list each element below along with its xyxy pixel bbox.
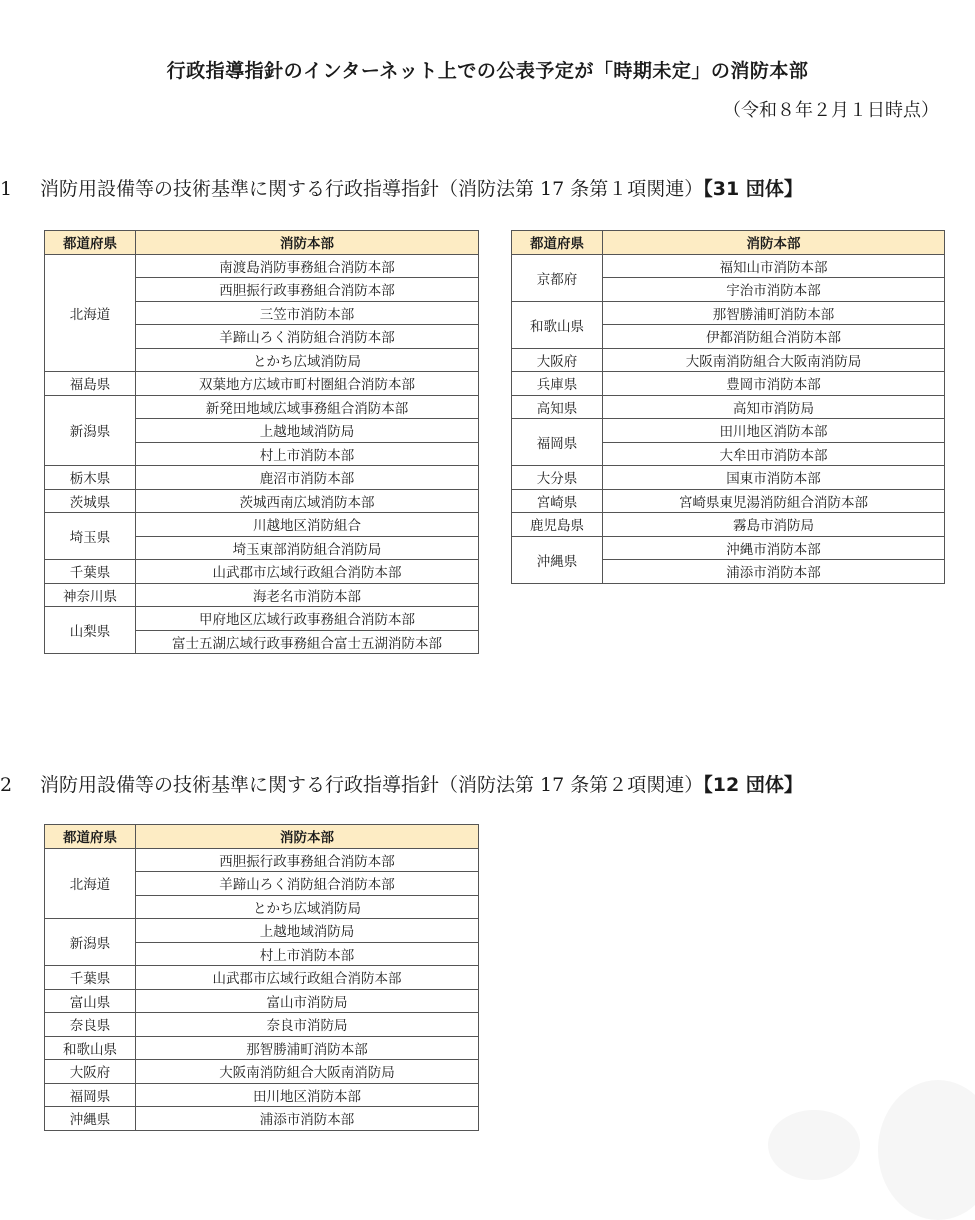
table-row bbox=[512, 419, 945, 443]
fire-hq-cell: 村上市消防本部 bbox=[136, 942, 479, 966]
table-row bbox=[45, 1036, 479, 1060]
prefecture-cell: 和歌山県 bbox=[45, 1036, 136, 1060]
prefecture-cell: 埼玉県 bbox=[45, 513, 136, 560]
prefecture-cell: 奈良県 bbox=[45, 1013, 136, 1037]
table-row bbox=[45, 989, 479, 1013]
table-row bbox=[45, 848, 479, 872]
table-row bbox=[45, 583, 479, 607]
prefecture-cell: 福岡県 bbox=[512, 419, 603, 466]
section-2-heading bbox=[0, 770, 803, 797]
fire-hq-cell: 羊蹄山ろく消防組合消防本部 bbox=[136, 872, 479, 896]
fire-hq-cell: 南渡島消防事務組合消防本部 bbox=[136, 254, 479, 278]
table-row bbox=[45, 1060, 479, 1084]
table-row bbox=[512, 489, 945, 513]
section-2-count: 【12 団体】 bbox=[703, 774, 803, 796]
fire-hq-cell: 高知市消防局 bbox=[603, 395, 945, 419]
table-row bbox=[45, 919, 479, 943]
fire-hq-cell: 霧島市消防局 bbox=[603, 513, 945, 537]
prefecture-cell: 栃木県 bbox=[45, 466, 136, 490]
fire-hq-cell: 那智勝浦町消防本部 bbox=[136, 1036, 479, 1060]
section-1-count: 【31 団体】 bbox=[703, 178, 803, 200]
prefecture-cell: 沖縄県 bbox=[45, 1107, 136, 1131]
fire-hq-cell: 海老名市消防本部 bbox=[136, 583, 479, 607]
header-prefecture: 都道府県 bbox=[512, 231, 603, 255]
prefecture-cell: 茨城県 bbox=[45, 489, 136, 513]
table-row bbox=[45, 607, 479, 631]
section-1-table-right bbox=[511, 230, 945, 584]
header-fire-hq: 消防本部 bbox=[136, 231, 479, 255]
fire-hq-cell: 宮崎県東児湯消防組合消防本部 bbox=[603, 489, 945, 513]
fire-hq-cell: 西胆振行政事務組合消防本部 bbox=[136, 278, 479, 302]
fire-hq-cell: 埼玉東部消防組合消防局 bbox=[136, 536, 479, 560]
fire-hq-cell: 村上市消防本部 bbox=[136, 442, 479, 466]
section-2-title: 消防用設備等の技術基準に関する行政指導指針（消防法第 17 条第２項関連） bbox=[40, 774, 704, 796]
table-row bbox=[512, 372, 945, 396]
header-fire-hq: 消防本部 bbox=[136, 825, 479, 849]
fire-hq-cell: 那智勝浦町消防本部 bbox=[603, 301, 945, 325]
fire-hq-cell: とかち広域消防局 bbox=[136, 348, 479, 372]
section-1-title: 消防用設備等の技術基準に関する行政指導指針（消防法第 17 条第１項関連） bbox=[40, 178, 704, 200]
fire-hq-cell: 田川地区消防本部 bbox=[603, 419, 945, 443]
table-row bbox=[512, 254, 945, 278]
fire-hq-cell: 大牟田市消防本部 bbox=[603, 442, 945, 466]
prefecture-cell: 新潟県 bbox=[45, 919, 136, 966]
fire-hq-cell: 西胆振行政事務組合消防本部 bbox=[136, 848, 479, 872]
prefecture-cell: 富山県 bbox=[45, 989, 136, 1013]
table-row bbox=[512, 348, 945, 372]
section-2-table bbox=[44, 824, 479, 1131]
table-row bbox=[512, 536, 945, 560]
prefecture-cell: 大阪府 bbox=[512, 348, 603, 372]
table-row bbox=[45, 395, 479, 419]
fire-hq-cell: 浦添市消防本部 bbox=[136, 1107, 479, 1131]
prefecture-cell: 鹿児島県 bbox=[512, 513, 603, 537]
prefecture-cell: 福島県 bbox=[45, 372, 136, 396]
section-1-table-left bbox=[44, 230, 479, 654]
fire-hq-cell: 富山市消防局 bbox=[136, 989, 479, 1013]
prefecture-cell: 宮崎県 bbox=[512, 489, 603, 513]
table-row bbox=[45, 1083, 479, 1107]
prefecture-cell: 沖縄県 bbox=[512, 536, 603, 583]
table-row bbox=[45, 466, 479, 490]
prefecture-cell: 千葉県 bbox=[45, 966, 136, 990]
fire-hq-cell: 上越地域消防局 bbox=[136, 419, 479, 443]
fire-hq-cell: 新発田地域広域事務組合消防本部 bbox=[136, 395, 479, 419]
table-row bbox=[512, 395, 945, 419]
section-2-number: 2 bbox=[0, 774, 13, 796]
fire-hq-cell: 山武郡市広域行政組合消防本部 bbox=[136, 966, 479, 990]
prefecture-cell: 和歌山県 bbox=[512, 301, 603, 348]
prefecture-cell: 神奈川県 bbox=[45, 583, 136, 607]
fire-hq-cell: 大阪南消防組合大阪南消防局 bbox=[603, 348, 945, 372]
header-fire-hq: 消防本部 bbox=[603, 231, 945, 255]
prefecture-cell: 新潟県 bbox=[45, 395, 136, 466]
table-row bbox=[45, 560, 479, 584]
section-1-number: 1 bbox=[0, 178, 13, 200]
prefecture-cell: 大分県 bbox=[512, 466, 603, 490]
document-title: 行政指導指針のインターネット上での公表予定が「時期未定」の消防本部 bbox=[166, 60, 809, 82]
table-row bbox=[45, 254, 479, 278]
prefecture-cell: 大阪府 bbox=[45, 1060, 136, 1084]
prefecture-cell: 山梨県 bbox=[45, 607, 136, 654]
fire-hq-cell: 茨城西南広域消防本部 bbox=[136, 489, 479, 513]
table-row bbox=[45, 372, 479, 396]
fire-hq-cell: 富士五湖広域行政事務組合富士五湖消防本部 bbox=[136, 630, 479, 654]
table-row bbox=[512, 301, 945, 325]
fire-hq-cell: とかち広域消防局 bbox=[136, 895, 479, 919]
table-row bbox=[512, 513, 945, 537]
fire-hq-cell: 伊都消防組合消防本部 bbox=[603, 325, 945, 349]
prefecture-cell: 北海道 bbox=[45, 848, 136, 919]
fire-hq-cell: 豊岡市消防本部 bbox=[603, 372, 945, 396]
fire-hq-cell: 国東市消防本部 bbox=[603, 466, 945, 490]
prefecture-cell: 福岡県 bbox=[45, 1083, 136, 1107]
fire-hq-cell: 鹿沼市消防本部 bbox=[136, 466, 479, 490]
table-row bbox=[45, 489, 479, 513]
fire-hq-cell: 双葉地方広域市町村圏組合消防本部 bbox=[136, 372, 479, 396]
table-row bbox=[45, 1013, 479, 1037]
fire-hq-cell: 川越地区消防組合 bbox=[136, 513, 479, 537]
as-of-date: （令和８年２月１日時点） bbox=[723, 100, 939, 121]
fire-hq-cell: 三笠市消防本部 bbox=[136, 301, 479, 325]
section-1-heading bbox=[0, 174, 803, 201]
header-prefecture: 都道府県 bbox=[45, 231, 136, 255]
fire-hq-cell: 大阪南消防組合大阪南消防局 bbox=[136, 1060, 479, 1084]
prefecture-cell: 高知県 bbox=[512, 395, 603, 419]
fire-hq-cell: 奈良市消防局 bbox=[136, 1013, 479, 1037]
fire-hq-cell: 上越地域消防局 bbox=[136, 919, 479, 943]
fire-hq-cell: 田川地区消防本部 bbox=[136, 1083, 479, 1107]
fire-hq-cell: 福知山市消防本部 bbox=[603, 254, 945, 278]
table-row bbox=[45, 513, 479, 537]
table-row bbox=[45, 966, 479, 990]
background-blur bbox=[768, 1110, 860, 1180]
header-prefecture: 都道府県 bbox=[45, 825, 136, 849]
prefecture-cell: 京都府 bbox=[512, 254, 603, 301]
fire-hq-cell: 沖縄市消防本部 bbox=[603, 536, 945, 560]
prefecture-cell: 千葉県 bbox=[45, 560, 136, 584]
fire-hq-cell: 山武郡市広域行政組合消防本部 bbox=[136, 560, 479, 584]
table-row bbox=[45, 1107, 479, 1131]
fire-hq-cell: 羊蹄山ろく消防組合消防本部 bbox=[136, 325, 479, 349]
fire-hq-cell: 浦添市消防本部 bbox=[603, 560, 945, 584]
table-row bbox=[512, 466, 945, 490]
background-blur bbox=[878, 1080, 975, 1220]
fire-hq-cell: 宇治市消防本部 bbox=[603, 278, 945, 302]
fire-hq-cell: 甲府地区広域行政事務組合消防本部 bbox=[136, 607, 479, 631]
prefecture-cell: 北海道 bbox=[45, 254, 136, 372]
prefecture-cell: 兵庫県 bbox=[512, 372, 603, 396]
